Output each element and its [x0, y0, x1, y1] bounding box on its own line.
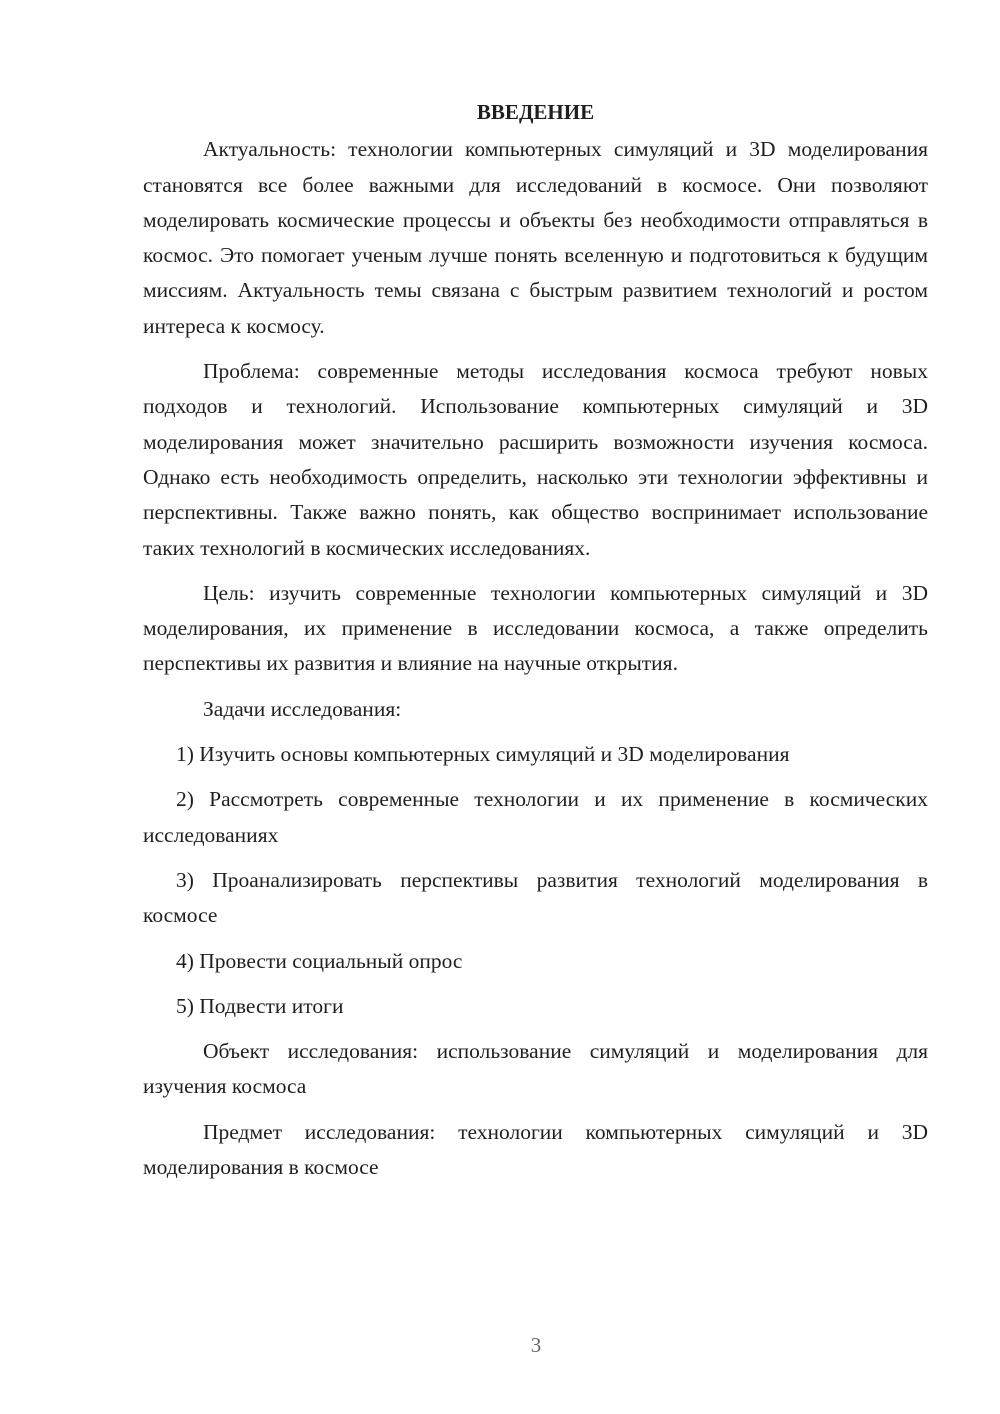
- task-item: 5) Подвести итоги: [176, 993, 344, 1018]
- problem-paragraph: Проблема: современные методы исследования космоса требуют новых подходов и технологий. Использование компьютерных симуляций и 3D моделирования может значительно расширить возможности изучения космоса. Однако есть необходимость определить, насколько эти технологии эффективны и перспективны. Также важно понять, как общество воспринимает использование таких технологий в космических исследованиях.: [143, 359, 928, 560]
- subject-paragraph: Предмет исследования: технологии компьютерных симуляций и 3D моделирования в космосе: [143, 1119, 928, 1180]
- object-paragraph: Объект исследования: использование симуляций и моделирования для изучения космоса: [143, 1039, 928, 1099]
- page-number: 3: [530, 1333, 542, 1357]
- tasks-title: Задачи исследования:: [203, 696, 402, 721]
- section-heading: ВВЕДЕНИЕ: [476, 100, 595, 124]
- goal-paragraph: Цель: изучить современные технологии компьютерных симуляций и 3D моделирования, их применение в исследовании космоса, а также определить перспективы их развития и влияние на научные открытия.: [143, 580, 928, 676]
- page-content: [143, 95, 928, 1195]
- task-item: 3) Проанализировать перспективы развития технологий моделирования в космосе: [143, 867, 928, 928]
- task-item: 4) Провести социальный опрос: [176, 948, 463, 973]
- task-item: 2) Рассмотреть современные технологии и их применение в космических исследованиях: [143, 787, 928, 847]
- relevance-paragraph: Актуальность: технологии компьютерных симуляций и 3D моделирования становятся все более важными для исследований в космосе. Они позволяют моделировать космические процессы и объекты без необходимости отправляться в космос. Это помогает ученым лучше понять вселенную и подготовиться к будущим миссиям. Актуальность темы связана с быстрым развитием технологий и ростом интереса к космосу.: [143, 137, 928, 338]
- task-item: 1) Изучить основы компьютерных симуляций и 3D моделирования: [176, 742, 790, 767]
